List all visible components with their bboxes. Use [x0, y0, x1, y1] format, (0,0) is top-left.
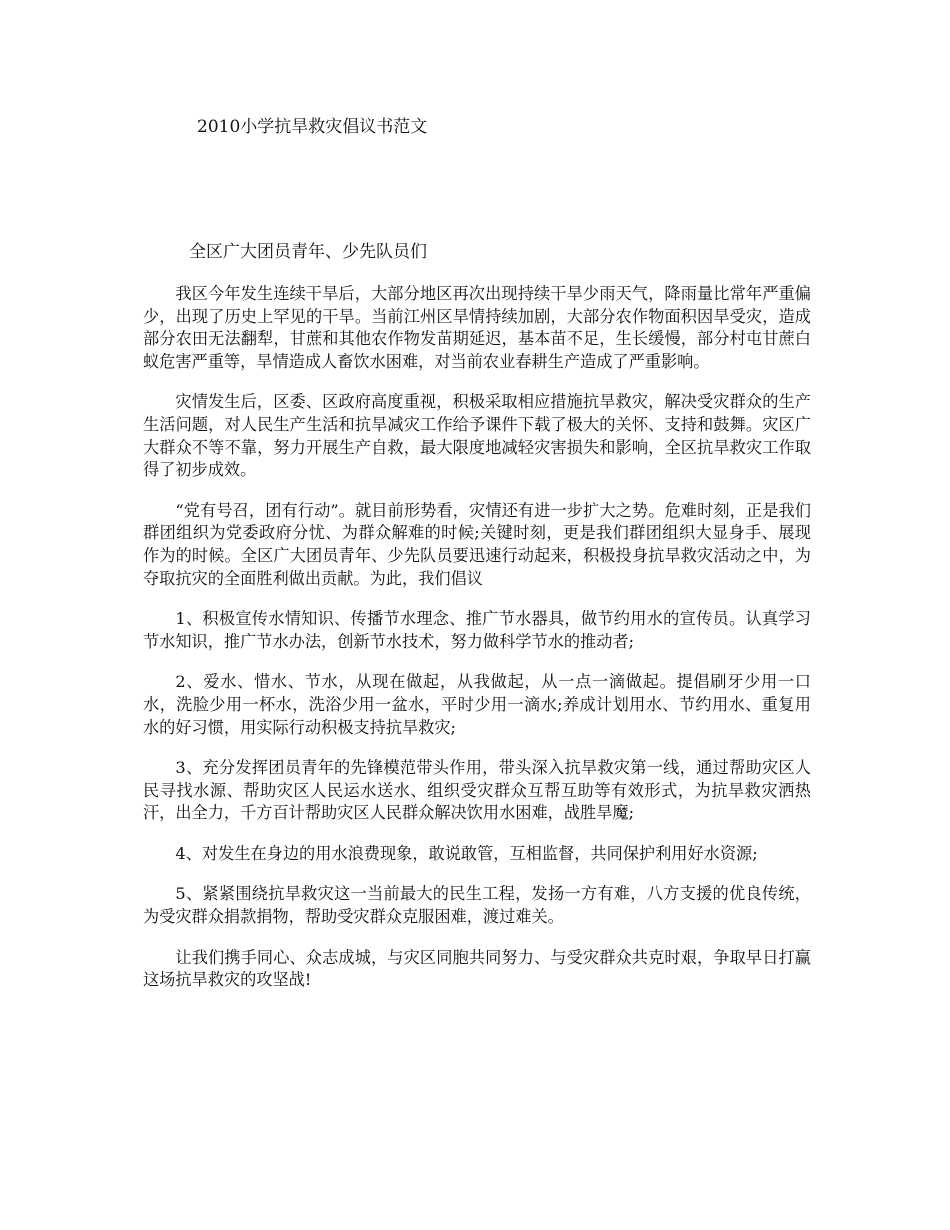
- paragraph-proposal-4: 4、对发生在身边的用水浪费现象，敢说敢管，互相监督，共同保护利用好水资源;: [175, 843, 758, 863]
- salutation: 全区广大团员青年、少先队员们: [189, 242, 427, 262]
- paragraph-proposal-3: 3、充分发挥团员青年的先锋模范带头作用，带头深入抗旱救灾第一线，通过帮助灾区人民寻找水源、帮助灾区人民运水送水、组织受灾群众互帮互助等有效形式，为抗旱救灾洒热汗，出全力，千方百计帮助灾区人民群众解决饮用水困难，战胜旱魔;: [143, 758, 811, 823]
- document-title: 2010小学抗旱救灾倡议书范文: [197, 117, 428, 137]
- paragraph-closing: 让我们携手同心、众志成城，与灾区同胞共同努力、与受灾群众共克时艰，争取早日打赢这场抗旱救灾的攻坚战!: [143, 947, 811, 990]
- paragraph-proposal-5: 5、紧紧围绕抗旱救灾这一当前最大的民生工程，发扬一方有难，八方支援的优良传统，为受灾群众捐款捐物，帮助受灾群众克服困难，渡过难关。: [143, 884, 811, 927]
- paragraph-drought-situation: 我区今年发生连续干旱后，大部分地区再次出现持续干旱少雨天气，降雨量比常年严重偏少，出现了历史上罕见的干旱。当前江州区旱情持续加剧，大部分农作物面积因旱受灾，造成部分农田无法翻犁，甘蔗和其他农作物发苗期延迟，基本苗不足，生长缓慢，部分村屯甘蔗白蚁危害严重等，旱情造成人畜饮水困难，对当前农业春耕生产造成了严重影响。: [143, 284, 811, 371]
- paragraph-proposal-1: 1、积极宣传水情知识、传播节水理念、推广节水器具，做节约用水的宣传员。认真学习节水知识，推广节水办法，创新节水技术，努力做科学节水的推动者;: [143, 609, 811, 651]
- document-body: [143, 283, 811, 1010]
- paragraph-proposal-2: 2、爱水、惜水、节水，从现在做起，从我做起，从一点一滴做起。提倡刷牙少用一口水，洗脸少用一杯水，洗浴少用一盆水，平时少用一滴水;养成计划用水、节约用水、重复用水的好习惯，用实际行动积极支持抗旱救灾;: [143, 672, 811, 737]
- paragraph-government-response: 灾情发生后，区委、区政府高度重视，积极采取相应措施抗旱救灾，解决受灾群众的生产生活问题，对人民生产生活和抗旱减灾工作给予课件下载了极大的关怀、支持和鼓舞。灾区广大群众不等不靠，努力开展生产自救，最大限度地减轻灾害损失和影响，全区抗旱救灾工作取得了初步成效。: [143, 392, 811, 480]
- paragraph-call-to-action: “党有号召，团有行动”。就目前形势看，灾情还有进一步扩大之势。危难时刻，正是我们群团组织为党委政府分忧、为群众解难的时候;关键时刻，更是我们群团组织大显身手、展现作为的时候。全区广大团员青年、少先队员要迅速行动起来，积极投身抗旱救灾活动之中，为夺取抗灾的全面胜利做出贡献。为此，我们倡议: [143, 500, 811, 588]
